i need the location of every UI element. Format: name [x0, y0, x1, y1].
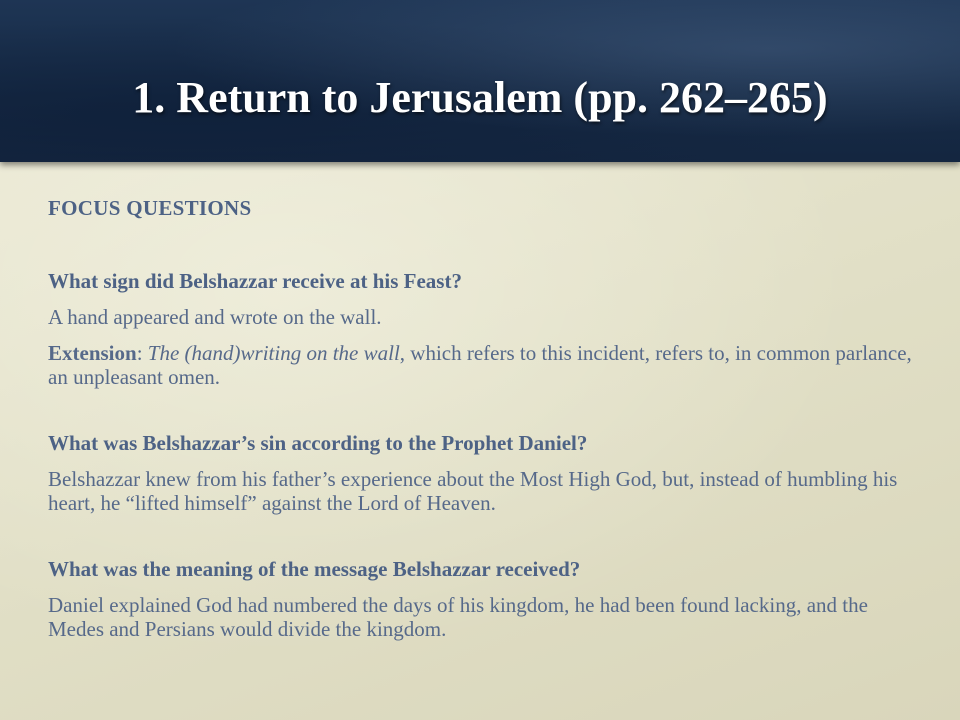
question-3: What was the meaning of the message Belshazzar received? — [48, 557, 581, 581]
extension-text: , which refers to this incident, refers to, in common parlance, an unpleasant omen. — [48, 341, 912, 389]
slide-body — [48, 196, 918, 653]
extension-note — [48, 341, 918, 389]
answer-3: Daniel explained God had numbered the days of his kingdom, he had been found lacking, and the Medes and Persians would divide the kingdom. — [48, 593, 868, 641]
answer-2: Belshazzar knew from his father’s experience about the Most High God, but, instead of humbling his heart, he “lifted himself” against the Lord of Heaven. — [48, 467, 898, 515]
extension-label: Extension — [48, 341, 137, 365]
answer-1: A hand appeared and wrote on the wall. — [48, 305, 382, 329]
header-band — [0, 0, 960, 162]
question-1: What sign did Belshazzar receive at his Feast? — [48, 269, 462, 293]
section-label: FOCUS QUESTIONS — [48, 196, 252, 220]
question-2: What was Belshazzar’s sin according to the Prophet Daniel? — [48, 431, 588, 455]
page-title: 1. Return to Jerusalem (pp. 262–265) — [132, 73, 828, 122]
extension-phrase: The (hand)writing on the wall — [147, 341, 400, 365]
extension-colon: : — [136, 341, 148, 365]
